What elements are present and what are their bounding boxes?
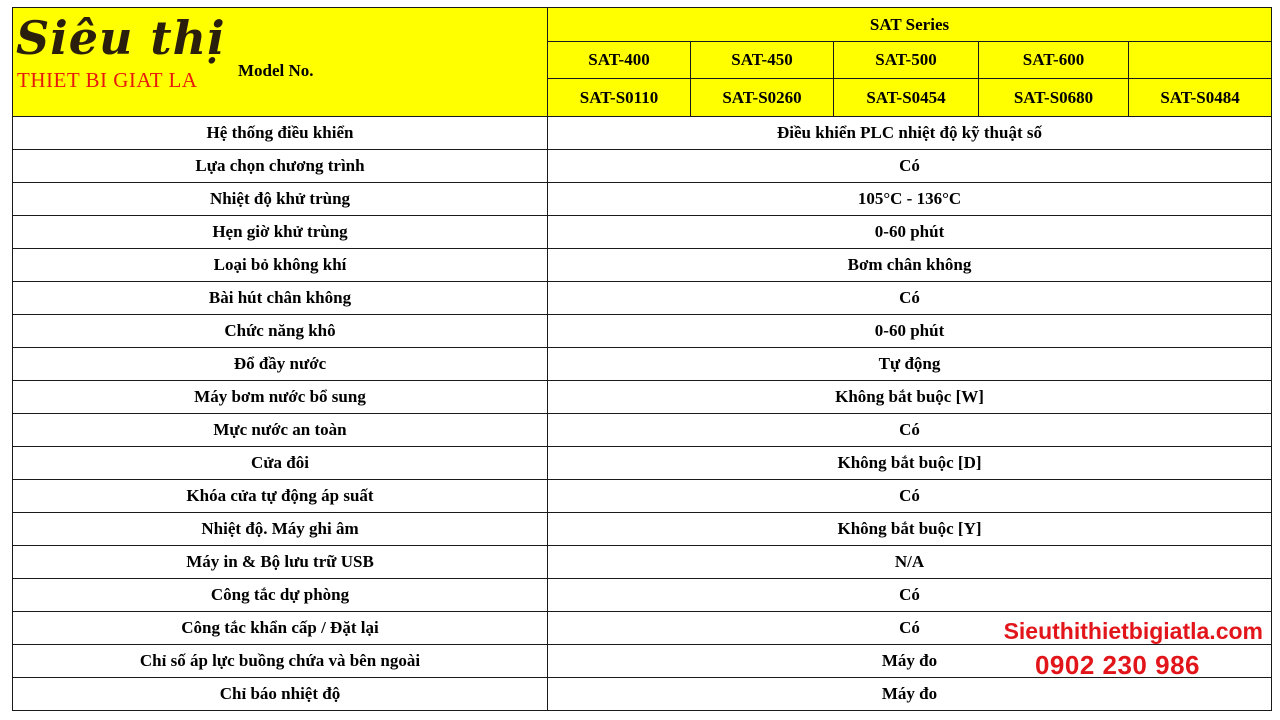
table-row [13,249,1272,282]
table-row [13,447,1272,480]
feature-cell: Khóa cửa tự động áp suất [13,480,548,513]
model-code-cell: SAT-S0680 [979,79,1129,117]
model-cell: SAT-450 [691,42,834,79]
feature-cell: Nhiệt độ. Máy ghi âm [13,513,548,546]
feature-cell: Chức năng khô [13,315,548,348]
table-row [13,546,1272,579]
value-cell: 105°C - 136°C [548,183,1272,216]
series-header: SAT Series [548,8,1272,42]
value-cell: 0-60 phút [548,216,1272,249]
watermark-phone: 0902 230 986 [1034,650,1200,680]
value-cell: Không bắt buộc [D] [548,447,1272,480]
feature-cell: Cửa đôi [13,447,548,480]
feature-cell: Công tắc khẩn cấp / Đặt lại [13,612,548,645]
value-cell: Điều khiển PLC nhiệt độ kỹ thuật số [548,117,1272,150]
table-row [13,117,1272,150]
model-code-cell: SAT-S0110 [548,79,691,117]
table-row [13,150,1272,183]
feature-cell: Đổ đầy nước [13,348,548,381]
table-row [13,678,1272,711]
table-row [13,381,1272,414]
model-cell: SAT-400 [548,42,691,79]
value-cell: Có [548,282,1272,315]
feature-cell: Hẹn giờ khử trùng [13,216,548,249]
table-row [13,579,1272,612]
feature-cell: Bài hút chân không [13,282,548,315]
feature-cell: Máy in & Bộ lưu trữ USB [13,546,548,579]
logo-script: Siêu thị [16,11,226,65]
table-row [13,183,1272,216]
model-code-cell: SAT-S0454 [834,79,979,117]
header-model-cell [13,8,548,117]
feature-cell: Hệ thống điều khiển [13,117,548,150]
feature-cell: Mực nước an toàn [13,414,548,447]
value-cell: 0-60 phút [548,315,1272,348]
model-no-label: Model No. [238,61,314,80]
value-cell: Máy đo [548,645,1272,678]
feature-cell: Chỉ báo nhiệt độ [13,678,548,711]
table-row [13,348,1272,381]
value-cell: Có [548,612,1272,645]
value-cell: Bơm chân không [548,249,1272,282]
value-cell: Máy đo [548,678,1272,711]
model-cell: SAT-600 [979,42,1129,79]
value-cell: Có [548,150,1272,183]
table-row [13,414,1272,447]
feature-cell: Lựa chọn chương trình [13,150,548,183]
table-row [13,480,1272,513]
spec-table [12,7,1272,711]
feature-cell: Loại bỏ không khí [13,249,548,282]
value-cell: Không bắt buộc [W] [548,381,1272,414]
value-cell: Có [548,480,1272,513]
table-row [13,216,1272,249]
table-row [13,282,1272,315]
model-cell: SAT-500 [834,42,979,79]
value-cell: N/A [548,546,1272,579]
value-cell: Tự động [548,348,1272,381]
model-code-cell: SAT-S0484 [1129,79,1272,117]
logo-subtitle: THIET BI GIAT LA [17,68,198,92]
value-cell: Không bắt buộc [Y] [548,513,1272,546]
value-cell: Có [548,414,1272,447]
watermark-website: Sieuthithietbigiatla.com [1003,618,1263,644]
table-row [13,315,1272,348]
feature-cell: Nhiệt độ khử trùng [13,183,548,216]
table-row [13,513,1272,546]
model-code-cell: SAT-S0260 [691,79,834,117]
model-cell [1129,42,1272,79]
value-cell: Có [548,579,1272,612]
feature-cell: Công tắc dự phòng [13,579,548,612]
feature-cell: Máy bơm nước bổ sung [13,381,548,414]
feature-cell: Chỉ số áp lực buồng chứa và bên ngoài [13,645,548,678]
